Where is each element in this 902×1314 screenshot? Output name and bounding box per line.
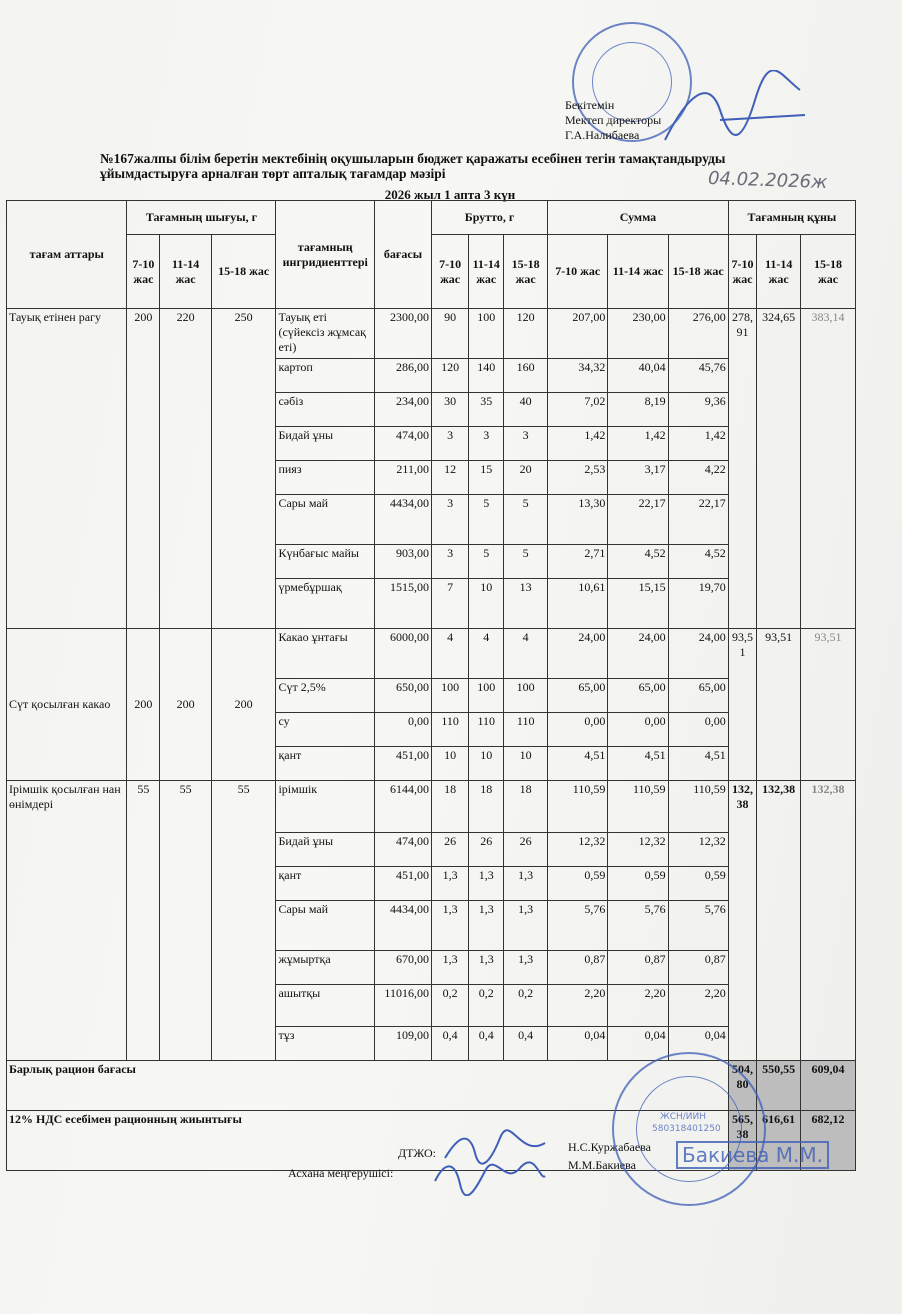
sum-value: 8,19 (608, 393, 668, 427)
ingredient-name: су (276, 713, 375, 747)
sum-value: 7,02 (548, 393, 608, 427)
ingredient-name: Сүт 2,5% (276, 679, 375, 713)
gross-value: 1,3 (469, 901, 504, 951)
gross-value: 5 (504, 495, 548, 545)
ingredient-name: қант (276, 867, 375, 901)
sum-value: 5,76 (608, 901, 668, 951)
gross-value: 1,3 (431, 951, 468, 985)
ingredient-name: үрмебұршақ (276, 579, 375, 629)
ingredient-price: 670,00 (375, 951, 432, 985)
stamp-name: Бакиева М.М. (676, 1141, 829, 1169)
approval-line1: Бекітемін (565, 98, 615, 112)
gross-value: 5 (504, 545, 548, 579)
totals-value: 504,80 (728, 1061, 756, 1111)
sum-value: 34,32 (548, 359, 608, 393)
gross-value: 7 (431, 579, 468, 629)
gross-value: 40 (504, 393, 548, 427)
sum-value: 3,17 (608, 461, 668, 495)
sum-value: 4,51 (668, 747, 728, 781)
gross-value: 0,2 (431, 985, 468, 1027)
sum-value: 45,76 (668, 359, 728, 393)
header-sum: Сумма (548, 201, 729, 235)
ingredient-price: 234,00 (375, 393, 432, 427)
dish-cost: 132,38 (757, 781, 801, 1061)
sum-value: 22,17 (608, 495, 668, 545)
gross-value: 10 (469, 579, 504, 629)
sum-value: 5,76 (668, 901, 728, 951)
gross-value: 1,3 (469, 951, 504, 985)
dish-name: Ірімшік қосылған нан өнімдері (7, 781, 127, 1061)
approval-line2: Мектеп директоры (565, 113, 662, 127)
sum-value: 0,87 (548, 951, 608, 985)
gross-value: 12 (431, 461, 468, 495)
header-age2: 11-14 жас (160, 235, 211, 309)
header-cost: Тағамның құны (728, 201, 855, 235)
sum-value: 40,04 (608, 359, 668, 393)
ingredient-name: қант (276, 747, 375, 781)
ingredient-price: 1515,00 (375, 579, 432, 629)
ingredient-name: ашытқы (276, 985, 375, 1027)
sum-value: 22,17 (668, 495, 728, 545)
dish-yield: 200 (127, 629, 160, 781)
ingredient-name: картоп (276, 359, 375, 393)
approval-block (565, 98, 661, 143)
sum-value: 0,87 (668, 951, 728, 985)
kitchen-label: Асхана меңгерушісі: (288, 1166, 394, 1180)
gross-value: 15 (469, 461, 504, 495)
ingredient-price: 650,00 (375, 679, 432, 713)
dish-yield: 55 (211, 781, 276, 1061)
sum-value: 65,00 (548, 679, 608, 713)
gross-value: 1,3 (504, 901, 548, 951)
dish-yield: 250 (211, 309, 276, 629)
sum-value: 4,51 (608, 747, 668, 781)
gross-value: 10 (469, 747, 504, 781)
dish-name: Сүт қосылған какао (7, 629, 127, 781)
gross-value: 160 (504, 359, 548, 393)
sum-value: 24,00 (668, 629, 728, 679)
sum-value: 2,20 (668, 985, 728, 1027)
sum-value: 24,00 (548, 629, 608, 679)
gross-value: 1,3 (431, 901, 468, 951)
sum-value: 2,20 (548, 985, 608, 1027)
sum-value: 13,30 (548, 495, 608, 545)
gross-value: 3 (431, 427, 468, 461)
dtzho-label: ДТЖО: (398, 1146, 436, 1160)
ingredient-name: пияз (276, 461, 375, 495)
totals-value: 616,61 (757, 1111, 801, 1171)
gross-value: 1,3 (431, 867, 468, 901)
ingredient-name: Бидай ұны (276, 833, 375, 867)
gross-value: 110 (431, 713, 468, 747)
header-dish: тағам аттары (7, 201, 127, 309)
ingredient-price: 4434,00 (375, 901, 432, 951)
document-subtitle: 2026 жыл 1 апта 3 күн (384, 187, 516, 202)
kitchen-stamp (612, 1052, 766, 1206)
sum-value: 4,52 (668, 545, 728, 579)
sum-value: 19,70 (668, 579, 728, 629)
ingredient-price: 286,00 (375, 359, 432, 393)
gross-value: 18 (469, 781, 504, 833)
sum-value: 9,36 (668, 393, 728, 427)
header-price: бағасы (375, 201, 432, 309)
header-age1: 7-10 жас (127, 235, 160, 309)
dish-yield: 55 (127, 781, 160, 1061)
sum-value: 0,00 (548, 713, 608, 747)
ingredient-name: Күнбағыс майы (276, 545, 375, 579)
totals-value: 682,12 (801, 1111, 856, 1171)
ingredient-price: 11016,00 (375, 985, 432, 1027)
gross-value: 3 (469, 427, 504, 461)
header-age1: 7-10 жас (548, 235, 608, 309)
dish-cost: 383,14 (801, 309, 856, 629)
gross-value: 3 (431, 495, 468, 545)
table-row (7, 309, 856, 359)
header-age1: 7-10 жас (728, 235, 756, 309)
table-row (7, 629, 856, 679)
sum-value: 4,22 (668, 461, 728, 495)
gross-value: 0,4 (431, 1027, 468, 1061)
sum-value: 0,59 (548, 867, 608, 901)
header-age3: 15-18 жас (668, 235, 728, 309)
dish-cost: 93,51 (801, 629, 856, 781)
sum-value: 1,42 (668, 427, 728, 461)
gross-value: 100 (504, 679, 548, 713)
sum-value: 0,00 (608, 713, 668, 747)
sum-value: 0,87 (608, 951, 668, 985)
menu-table (6, 200, 856, 1171)
sum-value: 110,59 (608, 781, 668, 833)
ingredient-name: Тауық еті (сүйексіз жұмсақ еті) (276, 309, 375, 359)
totals-label: Барлық рацион бағасы (7, 1061, 729, 1111)
sum-value: 12,32 (608, 833, 668, 867)
header-age3: 15-18 жас (801, 235, 856, 309)
dish-yield: 55 (160, 781, 211, 1061)
header-age1: 7-10 жас (431, 235, 468, 309)
gross-value: 18 (504, 781, 548, 833)
table-row (7, 781, 856, 833)
ingredient-name: ірімшік (276, 781, 375, 833)
sum-value: 0,04 (608, 1027, 668, 1061)
gross-value: 0,4 (504, 1027, 548, 1061)
header-age3: 15-18 жас (504, 235, 548, 309)
dish-cost: 324,65 (757, 309, 801, 629)
header-age2: 11-14 жас (608, 235, 668, 309)
gross-value: 3 (431, 545, 468, 579)
gross-value: 13 (504, 579, 548, 629)
sum-value: 2,20 (608, 985, 668, 1027)
sum-value: 1,42 (608, 427, 668, 461)
totals-value: 609,04 (801, 1061, 856, 1111)
kitchen-name: М.М.Бакиева (568, 1158, 636, 1172)
totals-label: 12% НДС есебімен рационның жиынтығы (7, 1111, 729, 1171)
sum-value: 2,71 (548, 545, 608, 579)
sum-value: 12,32 (548, 833, 608, 867)
gross-value: 4 (469, 629, 504, 679)
gross-value: 5 (469, 545, 504, 579)
document-title: №167жалпы білім беретін мектебінің оқушыларын бюджет қаражаты есебінен тегін тамақтандыруды ұйымдастыруға арналған төрт апталық тағамдар мәзірі (100, 151, 726, 181)
sum-value: 2,53 (548, 461, 608, 495)
sum-value: 0,00 (668, 713, 728, 747)
gross-value: 30 (431, 393, 468, 427)
gross-value: 0,4 (469, 1027, 504, 1061)
gross-value: 4 (431, 629, 468, 679)
gross-value: 26 (504, 833, 548, 867)
gross-value: 110 (469, 713, 504, 747)
dish-name: Тауық етінен рагу (7, 309, 127, 629)
sum-value: 0,04 (548, 1027, 608, 1061)
approval-line3: Г.А.Налибаева (565, 128, 640, 142)
gross-value: 1,3 (504, 867, 548, 901)
sum-value: 4,51 (548, 747, 608, 781)
totals-value: 565,38 (728, 1111, 756, 1171)
stamp-iin-label: ЖСН/ИИН (660, 1112, 707, 1122)
sum-value: 276,00 (668, 309, 728, 359)
gross-value: 18 (431, 781, 468, 833)
totals-value: 550,55 (757, 1061, 801, 1111)
ingredient-price: 0,00 (375, 713, 432, 747)
dish-cost: 132,38 (801, 781, 856, 1061)
dish-yield: 200 (160, 629, 211, 781)
dish-yield: 220 (160, 309, 211, 629)
sum-value: 207,00 (548, 309, 608, 359)
gross-value: 1,3 (504, 951, 548, 985)
ingredient-name: жұмыртқа (276, 951, 375, 985)
ingredient-price: 474,00 (375, 427, 432, 461)
director-signature (660, 70, 810, 160)
ingredient-name: Сары май (276, 495, 375, 545)
gross-value: 26 (431, 833, 468, 867)
gross-value: 100 (469, 679, 504, 713)
gross-value: 20 (504, 461, 548, 495)
dish-cost: 278,91 (728, 309, 756, 629)
sum-value: 1,42 (548, 427, 608, 461)
gross-value: 140 (469, 359, 504, 393)
sum-value: 12,32 (668, 833, 728, 867)
sum-value: 110,59 (668, 781, 728, 833)
sum-value: 15,15 (608, 579, 668, 629)
gross-value: 0,2 (504, 985, 548, 1027)
ingredient-price: 6000,00 (375, 629, 432, 679)
ingredient-price: 4434,00 (375, 495, 432, 545)
gross-value: 0,2 (469, 985, 504, 1027)
gross-value: 90 (431, 309, 468, 359)
ingredient-name: Какао ұнтағы (276, 629, 375, 679)
header-ingredient: тағамның ингридиенттері (276, 201, 375, 309)
header-yield: Тағамның шығуы, г (127, 201, 276, 235)
dish-yield: 200 (127, 309, 160, 629)
sum-value: 0,04 (668, 1027, 728, 1061)
sum-value: 0,59 (668, 867, 728, 901)
sum-value: 10,61 (548, 579, 608, 629)
gross-value: 1,3 (469, 867, 504, 901)
ingredient-price: 451,00 (375, 867, 432, 901)
gross-value: 5 (469, 495, 504, 545)
sum-value: 230,00 (608, 309, 668, 359)
dish-cost: 93,51 (728, 629, 756, 781)
header-gross: Брутто, г (431, 201, 547, 235)
gross-value: 10 (431, 747, 468, 781)
dish-yield: 200 (211, 629, 276, 781)
gross-value: 26 (469, 833, 504, 867)
ingredient-price: 2300,00 (375, 309, 432, 359)
header-age2: 11-14 жас (757, 235, 801, 309)
ingredient-price: 109,00 (375, 1027, 432, 1061)
sum-value: 24,00 (608, 629, 668, 679)
sum-value: 65,00 (668, 679, 728, 713)
sum-value: 65,00 (608, 679, 668, 713)
header-age3: 15-18 жас (211, 235, 276, 309)
gross-value: 100 (431, 679, 468, 713)
dish-cost: 132,38 (728, 781, 756, 1061)
ingredient-price: 903,00 (375, 545, 432, 579)
sum-value: 5,76 (548, 901, 608, 951)
header-age2: 11-14 жас (469, 235, 504, 309)
gross-value: 4 (504, 629, 548, 679)
dish-cost: 93,51 (757, 629, 801, 781)
sum-value: 4,52 (608, 545, 668, 579)
gross-value: 35 (469, 393, 504, 427)
ingredient-name: Бидай ұны (276, 427, 375, 461)
ingredient-price: 474,00 (375, 833, 432, 867)
sum-value: 110,59 (548, 781, 608, 833)
handwritten-date: 04.02.2026ж (707, 167, 828, 194)
kitchen-signature (430, 1156, 550, 1196)
stamp-iin: 580318401250 (652, 1124, 721, 1134)
sum-value: 0,59 (608, 867, 668, 901)
ingredient-price: 451,00 (375, 747, 432, 781)
gross-value: 100 (469, 309, 504, 359)
ingredient-name: сәбіз (276, 393, 375, 427)
ingredient-price: 6144,00 (375, 781, 432, 833)
dtzho-name: Н.С.Куржабаева (568, 1140, 651, 1154)
ingredient-price: 211,00 (375, 461, 432, 495)
gross-value: 120 (504, 309, 548, 359)
gross-value: 120 (431, 359, 468, 393)
ingredient-name: Сары май (276, 901, 375, 951)
gross-value: 3 (504, 427, 548, 461)
gross-value: 10 (504, 747, 548, 781)
ingredient-name: тұз (276, 1027, 375, 1061)
gross-value: 110 (504, 713, 548, 747)
